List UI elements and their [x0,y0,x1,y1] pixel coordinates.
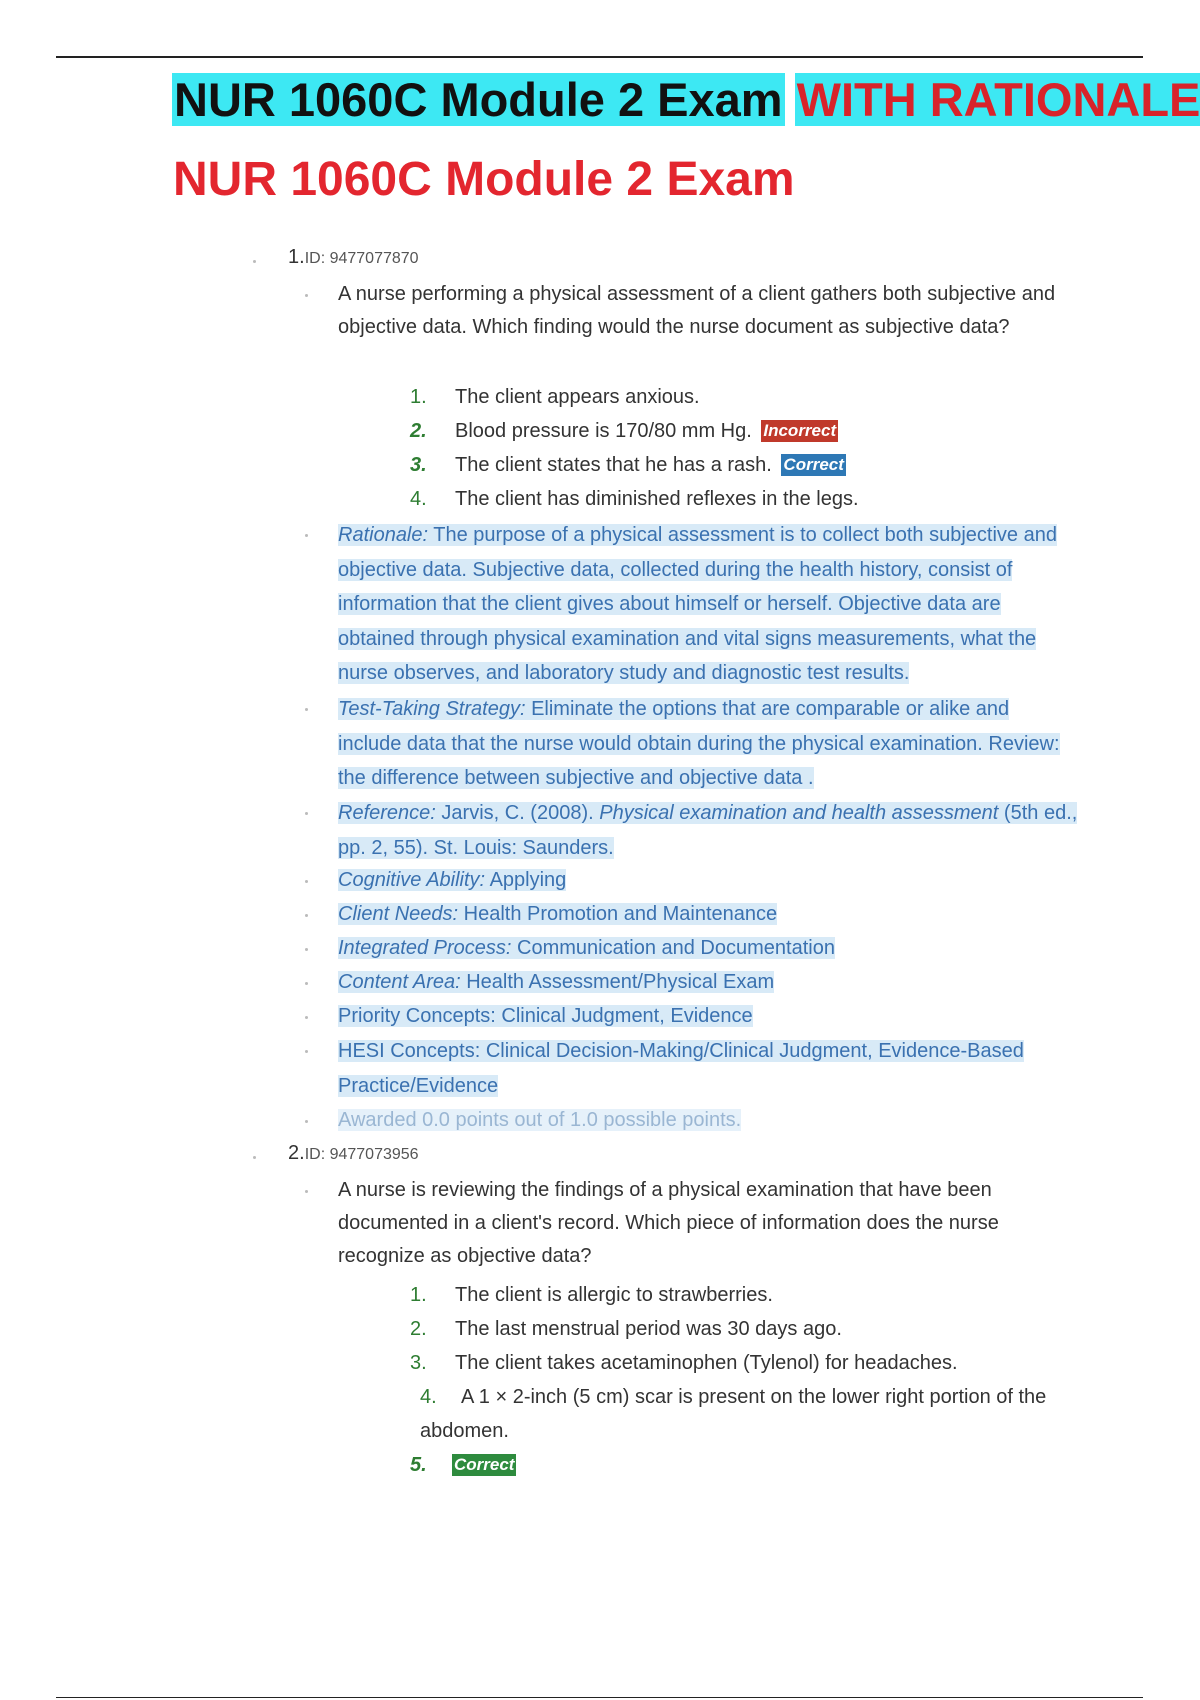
page-title [172,72,1200,128]
list-bullet [305,1016,308,1019]
option-number: 4. [420,1386,437,1408]
option-text: Blood pressure is 170/80 mm Hg. [455,420,752,442]
reference-author: Jarvis, C. (2008). [441,802,594,824]
list-bullet [305,948,308,951]
priority-text: Priority Concepts: Clinical Judgment, Evidence [338,1005,753,1027]
reference-label: Reference: [338,802,436,824]
bottom-rule [56,1697,1143,1698]
list-bullet [305,534,308,537]
option-text: The last menstrual period was 30 days ago. [455,1318,842,1340]
question-2-stem: A nurse is reviewing the findings of a physical examination that have been documented in a client's record. Which piece of information does the nurse recognize as objective data? [338,1179,999,1267]
hesi-text: HESI Concepts: Clinical Decision-Making/Clinical Judgment, Evidence-Based Practice/Evidence [338,1040,1024,1097]
correct-badge: Correct [454,1455,515,1474]
question-number: 2. [288,1142,305,1164]
page-subtitle: NUR 1060C Module 2 Exam [173,153,795,206]
question-id: ID: 9477073956 [304,1146,419,1163]
content-area [338,966,1078,999]
content-area-text: Health Assessment/Physical Exam [466,971,775,993]
list-bullet [305,1190,308,1193]
option-text: The client takes acetaminophen (Tylenol) for headaches. [455,1352,958,1374]
question-1-header [288,246,419,269]
incorrect-badge: Incorrect [763,421,837,440]
option-number: 1. [410,386,427,408]
question-2-option-5 [410,1448,516,1482]
option-number: 2. [410,1318,427,1340]
content-area-label: Content Area: [338,971,461,993]
correct-badge: Correct [783,455,844,474]
question-2-option-3 [410,1346,958,1380]
option-text: The client has diminished reflexes in the legs. [455,488,859,510]
option-text: A 1 × 2-inch (5 cm) scar is present on the lower right portion of the abdomen. [420,1386,1047,1442]
option-number: 5. [410,1454,427,1476]
list-bullet [305,982,308,985]
cognitive-label: Cognitive Ability: [338,869,486,891]
option-number: 4. [410,488,427,510]
reference [338,796,1078,865]
option-text: The client is allergic to strawberries. [455,1284,773,1306]
rationale [338,518,1078,691]
title-part-2: WITH RATIONALE [795,73,1200,126]
title-part-1: NUR 1060C Module 2 Exam [174,73,783,126]
question-2-option-4 [420,1380,1080,1448]
question-1-option-3 [410,448,846,482]
rationale-text: The purpose of a physical assessment is to collect both subjective and objective data. Subjective data, collected during the health history, consist of information that the client gives about himself or herself. Objective data are obtained through physical examination and vital signs measurements, what the nurse observes, and laboratory study and diagnostic test results. [338,524,1057,684]
integrated-process [338,932,1078,965]
option-number: 3. [410,1352,427,1374]
strategy-text: Eliminate the options that are comparable or alike and include data that the nurse would obtain during the physical examination. Review: the difference between subjective and objective data . [338,698,1060,789]
list-bullet [253,260,256,263]
cognitive-text: Applying [489,869,567,891]
reference-book: Physical examination and health assessment [599,802,999,824]
awarded-text: Awarded 0.0 points out of 1.0 possible points. [338,1109,742,1131]
option-number: 2. [410,420,427,442]
question-1-option-2 [410,414,838,448]
list-bullet [305,880,308,883]
list-bullet [305,812,308,815]
question-1-stem: A nurse performing a physical assessment of a client gathers both subjective and objective data. Which finding would the nurse document as subjective data? [338,283,1056,338]
client-needs [338,898,1078,931]
list-bullet [305,914,308,917]
top-rule [56,56,1143,58]
reference-details: (5th ed., pp. 2, 55). St. Louis: Saunders. [338,802,1078,859]
list-bullet [305,1050,308,1053]
question-number: 1. [288,246,305,268]
question-id: ID: 9477077870 [304,250,419,267]
list-bullet [305,1120,308,1123]
awarded-points [338,1104,1078,1137]
process-label: Integrated Process: [338,937,512,959]
process-text: Communication and Documentation [517,937,835,959]
list-bullet [305,708,308,711]
question-1-option-1 [410,380,700,414]
list-bullet [305,294,308,297]
client-needs-text: Health Promotion and Maintenance [463,903,778,925]
question-1-option-4 [410,482,859,516]
option-number: 3. [410,454,427,476]
question-2-option-1 [410,1278,773,1312]
priority-concepts [338,1000,1078,1033]
hesi-concepts [338,1034,1078,1103]
option-text: The client states that he has a rash. [455,454,772,476]
cognitive-ability [338,864,1078,897]
option-text: The client appears anxious. [455,386,700,408]
test-taking-strategy [338,692,1078,796]
client-needs-label: Client Needs: [338,903,459,925]
question-2-option-2 [410,1312,842,1346]
strategy-label: Test-Taking Strategy: [338,698,526,720]
option-number: 1. [410,1284,427,1306]
question-2-header [288,1142,419,1165]
rationale-label: Rationale: [338,524,429,546]
list-bullet [253,1156,256,1159]
